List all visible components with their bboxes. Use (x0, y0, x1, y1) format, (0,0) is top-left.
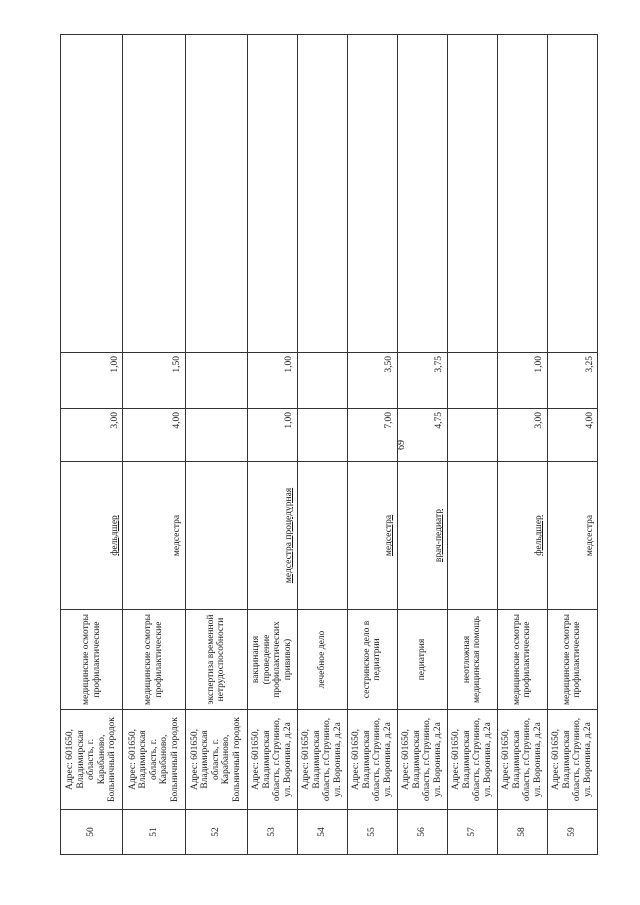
value1-cell-text: 7,00 (384, 412, 395, 429)
address-cell (297, 710, 347, 810)
value1-cell (61, 409, 123, 462)
page-number: 69 (396, 440, 407, 450)
profession-cell-text: фельдшер (109, 515, 120, 556)
row-number (447, 810, 497, 855)
profession-cell-text: фельдшер (534, 515, 545, 556)
value2-cell (547, 353, 597, 409)
value2-cell (185, 353, 247, 409)
row-number (185, 810, 247, 855)
profession-cell (397, 462, 447, 610)
address-cell-text: Адрес: 601650, Владимирская область, г.Струнино, ул. Воронина, д.2а (351, 717, 393, 802)
value1-cell (185, 409, 247, 462)
activity-cell (61, 610, 123, 710)
value2-cell-text: 3,75 (434, 356, 445, 373)
value1-cell-text: 4,00 (584, 412, 595, 429)
value1-cell (123, 409, 185, 462)
value2-cell (61, 353, 123, 409)
value2-cell (397, 353, 447, 409)
value2-cell-text: 1,00 (534, 356, 545, 373)
profession-cell (347, 462, 397, 610)
activity-cell-text: медицинские осмотры профилактические (561, 613, 583, 706)
value1-cell-text: 4,75 (434, 412, 445, 429)
value2-cell (297, 353, 347, 409)
profession-cell-text: медсестра процедурная (284, 487, 295, 584)
row-number (497, 810, 547, 855)
empty-cell (247, 35, 297, 353)
table-row (547, 35, 597, 855)
address-cell (397, 710, 447, 810)
value1-cell-text: 3,00 (109, 412, 120, 429)
address-cell (447, 710, 497, 810)
profession-cell (547, 462, 597, 610)
value2-cell (497, 353, 547, 409)
activity-cell (185, 610, 247, 710)
address-cell (185, 710, 247, 810)
row-number (347, 810, 397, 855)
activity-cell (397, 610, 447, 710)
value2-cell (123, 353, 185, 409)
value2-cell (347, 353, 397, 409)
row-number (247, 810, 297, 855)
address-cell (61, 710, 123, 810)
activity-cell-text: лечебное дело (317, 630, 328, 689)
value1-cell-text: 3,00 (534, 412, 545, 429)
table-body (61, 35, 598, 855)
table-row (447, 35, 497, 855)
value1-cell (547, 409, 597, 462)
row-number-text: 53 (267, 827, 278, 837)
value2-cell (247, 353, 297, 409)
activity-cell (447, 610, 497, 710)
table-row (347, 35, 397, 855)
activity-cell (497, 610, 547, 710)
activity-cell (247, 610, 297, 710)
profession-cell (447, 462, 497, 610)
address-cell-text: Адрес: 601650, Владимирская область, г. Карабаново, Больничный городок (189, 717, 242, 802)
address-cell-text: Адрес: 601650, Владимирская область, г.Струнино, ул. Воронина, д.2а (251, 717, 293, 802)
row-number-text: 50 (86, 827, 97, 837)
table-row (61, 35, 123, 855)
value1-cell (397, 409, 447, 462)
value1-cell (247, 409, 297, 462)
table-row (397, 35, 447, 855)
activity-cell-text: медицинские осмотры профилактические (143, 613, 164, 706)
activity-cell-text: медицинские осмотры профилактические (511, 613, 533, 706)
value2-cell-text: 1,00 (109, 356, 120, 373)
row-number (61, 810, 123, 855)
profession-cell (185, 462, 247, 610)
activity-cell (297, 610, 347, 710)
address-cell-text: Адрес: 601650, Владимирская область, г. Карабаново, Больничный городок (127, 717, 180, 802)
profession-cell-text: медсестра (384, 514, 395, 557)
activity-cell (347, 610, 397, 710)
row-number-text: 54 (317, 827, 328, 837)
empty-cell (297, 35, 347, 353)
activity-cell-text: неотложная медицинская помощь (461, 616, 483, 703)
empty-cell (397, 35, 447, 353)
activity-cell-text: экспертиза временной нетрудоспособности (205, 614, 227, 705)
row-number (123, 810, 185, 855)
value2-cell (447, 353, 497, 409)
profession-cell-text: медсестра (172, 514, 182, 557)
address-cell-text: Адрес: 601650, Владимирская область, г.Струнино, ул. Воронина, д.2а (551, 717, 593, 802)
value2-cell-text: 1,50 (172, 356, 182, 373)
table-row (297, 35, 347, 855)
value1-cell (347, 409, 397, 462)
value1-cell-text: 1,00 (284, 412, 295, 429)
profession-cell (123, 462, 185, 610)
empty-cell (347, 35, 397, 353)
profession-cell (61, 462, 123, 610)
value1-cell (297, 409, 347, 462)
address-cell (123, 710, 185, 810)
empty-cell (497, 35, 547, 353)
row-number-text: 55 (367, 827, 378, 837)
profession-cell (247, 462, 297, 610)
profession-cell (297, 462, 347, 610)
row-number (547, 810, 597, 855)
table-row (185, 35, 247, 855)
value2-cell-text: 3,50 (384, 356, 395, 373)
row-number-text: 59 (567, 827, 578, 837)
empty-cell (123, 35, 185, 353)
address-cell-text: Адрес: 601650, Владимирская область, г.Струнино, ул. Воронина, д.2а (501, 717, 543, 802)
empty-cell (185, 35, 247, 353)
activity-cell-text: сестринское дело в педиатрии (361, 620, 383, 699)
value2-cell-text: 1,00 (284, 356, 295, 373)
value1-cell (447, 409, 497, 462)
row-number-text: 51 (148, 827, 159, 837)
value1-cell (497, 409, 547, 462)
address-cell (497, 710, 547, 810)
row-number (397, 810, 447, 855)
row-number-text: 57 (467, 827, 478, 837)
empty-cell (447, 35, 497, 353)
empty-cell (547, 35, 597, 353)
rotated-table-container (60, 35, 598, 855)
row-number-text: 52 (210, 827, 221, 837)
row-number-text: 56 (417, 827, 428, 837)
row-number-text: 58 (517, 827, 528, 837)
services-table (60, 34, 598, 855)
value2-cell-text: 3,25 (584, 356, 595, 373)
activity-cell-text: педиатрия (417, 638, 428, 681)
table-row (247, 35, 297, 855)
activity-cell (547, 610, 597, 710)
row-number (297, 810, 347, 855)
activity-cell-text: вакцинация (проведение профилактических прививок) (251, 621, 293, 698)
address-cell-text: Адрес: 601650, Владимирская область, г. Карабаново, Больничный городок (65, 717, 118, 802)
table-row (123, 35, 185, 855)
profession-cell-text: медсестра (584, 514, 595, 557)
address-cell-text: Адрес: 601650, Владимирская область, г.Струнино, ул. Воронина, д.2а (301, 717, 343, 802)
value1-cell-text: 4,00 (172, 412, 182, 429)
profession-cell (497, 462, 547, 610)
activity-cell (123, 610, 185, 710)
address-cell (347, 710, 397, 810)
address-cell (247, 710, 297, 810)
profession-cell-text: врач-педиатр (434, 508, 445, 563)
address-cell (547, 710, 597, 810)
address-cell-text: Адрес: 601650, Владимирская область, г.Струнино, ул. Воронина, д.2а (451, 717, 493, 802)
empty-cell (61, 35, 123, 353)
address-cell-text: Адрес: 601650, Владимирская область, г.Струнино, ул. Воронина, д.2а (401, 717, 443, 802)
activity-cell-text: медицинские осмотры профилактические (81, 613, 102, 706)
table-row (497, 35, 547, 855)
